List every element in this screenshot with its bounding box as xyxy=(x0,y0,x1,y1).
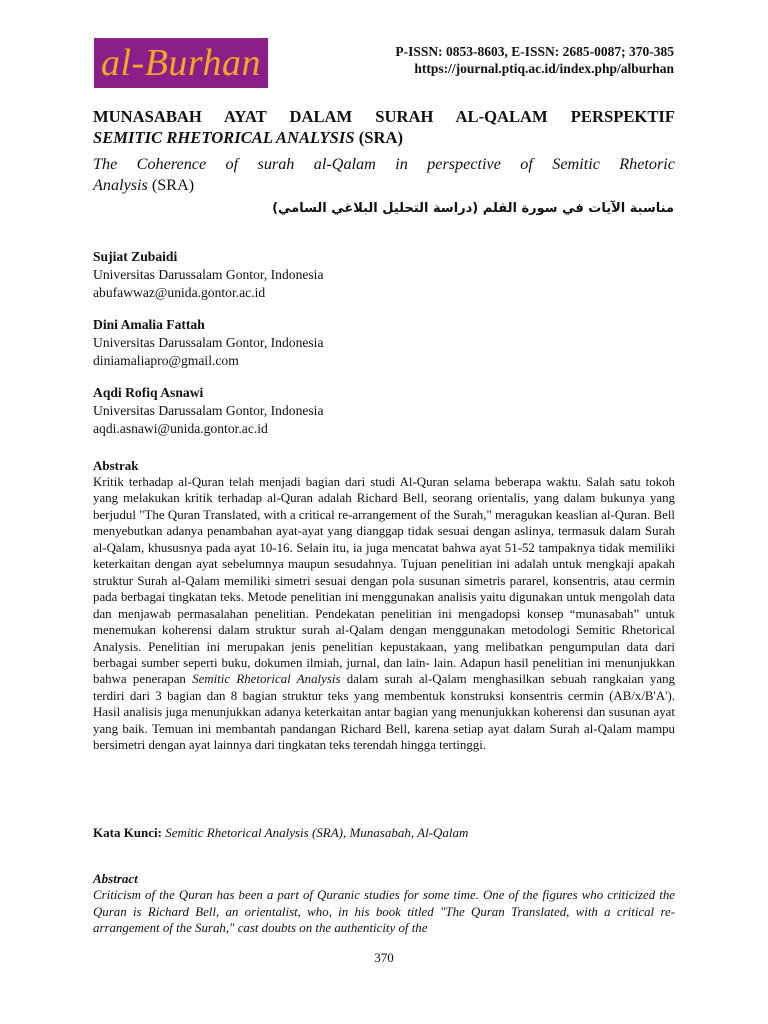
abstrak-part-2: dalam surah al-Qalam menghasilkan sebuah rangkaian yang terdiri dari 3 bagian dan 8 bagian struktur teks yang membentuk konstruksi konsentris cermin (AB/x/B'A'). Hasil analisis juga menunjukkan adanya keterkaitan antar bagian yang menunjukkan koherensi dan susunan ayat yang baik. Temuan ini membantah pandangan Richard Bell, karena setiap ayat dalam Surah al-Qalam mampu bersimetri dengan ayat lainnya dari tingkatan teks terendah hingga tertinggi. xyxy=(93,672,675,753)
keywords-value: Semitic Rhetorical Analysis (SRA), Munasabah, Al-Qalam xyxy=(161,825,469,840)
author-email[interactable]: abufawwaz@unida.gontor.ac.id xyxy=(93,285,266,300)
author-1 xyxy=(93,248,675,302)
issn-line: P-ISSN: 0853-8603, E-ISSN: 2685-0087; 370-385 xyxy=(395,44,674,59)
logo-text: al-Burhan xyxy=(100,42,262,84)
arabic-title: مناسبة الآيات في سورة القلم (دراسة التحليل البلاغي السامي) xyxy=(272,201,674,216)
title-line-2-italic: SEMITIC RHETORICAL ANALYSIS xyxy=(93,128,355,147)
author-name: Dini Amalia Fattah xyxy=(93,317,205,332)
paper-subtitle xyxy=(93,154,675,196)
abstrak-italic-term: Semitic Rhetorical Analysis xyxy=(192,672,341,687)
abstrak-part-1: Kritik terhadap al-Quran telah menjadi bagian dari studi Al-Quran selama beberapa waktu. Salah satu tokoh yang melakukan kritik terhadap al-Quran adalah Richard Bell, seorang orientalis, yang dalam bukunya yang berjudul "The Quran Translated, with a critical re-arrangement of the Surah," meragukan keaslian al-Quran. Bell menyebutkan adanya penambahan ayat-ayat yang dianggap tidak sesuai dengan aslinya, termasuk dalam Surah al-Qalam, khususnya pada ayat 10-16. Selain itu, ia juga mencatat bahwa ayat 51-52 tampaknya tidak memiliki keterkaitan dengan ayat sebelumnya maupun sesudahnya. Tujuan penelitian ini adalah untuk mengkaji apakah struktur Surah al-Qalam memiliki simetri sesuai dengan pola susunan simetris pararel, konsentris, atau cermin pada berbagai tingkatan teks. Metode penelitian ini menggunakan analisis yaitu digunakan untuk mengolah data dan menjawab permasalahan penelitian. Pendekatan penelitian ini mengadopsi konsep “munasabah” untuk menemukan koherensi dalam struktur surah al-Qalam dengan menggunakan metodologi Semitic Rhetorical Analysis. Penelitian ini merupakan jenis penelitian kepustakaan, yang melibatkan pengumpulan data dari berbagai sumber seperti buku, dokumen ilmiah, jurnal, dan lain- lain. Adapun hasil penelitian ini menunjukkan bahwa penerapan xyxy=(93,475,675,687)
abstract-heading: Abstract xyxy=(93,871,138,886)
title-line-1: MUNASABAH AYAT DALAM SURAH AL-QALAM PERSPEKTIF xyxy=(93,107,675,126)
paper-title xyxy=(93,106,675,148)
journal-url[interactable]: https://journal.ptiq.ac.id/index.php/alburhan xyxy=(414,61,674,76)
journal-info xyxy=(395,43,674,77)
author-affiliation: Universitas Darussalam Gontor, Indonesia xyxy=(93,335,324,350)
author-name: Aqdi Rofiq Asnawi xyxy=(93,385,204,400)
subtitle-line-2-italic: Analysis xyxy=(93,176,152,194)
author-affiliation: Universitas Darussalam Gontor, Indonesia xyxy=(93,403,324,418)
author-email[interactable]: aqdi.asnawi@unida.gontor.ac.id xyxy=(93,421,268,436)
abstract-en-section xyxy=(93,871,675,937)
abstract-body: Criticism of the Quran has been a part of Quranic studies for some time. One of the figures who criticized the Quran is Richard Bell, an orientalist, who, in his book titled "The Quran Translated, with a critical re-arrangement of the Surah," cast doubts on the authenticity of the xyxy=(93,888,675,935)
subtitle-line-2-suffix: (SRA) xyxy=(151,176,195,194)
keywords-label: Kata Kunci: xyxy=(93,825,162,840)
abstrak-body xyxy=(93,474,675,754)
journal-logo xyxy=(94,38,268,88)
author-3 xyxy=(93,384,675,438)
author-affiliation: Universitas Darussalam Gontor, Indonesia xyxy=(93,267,324,282)
subtitle-line-1: The Coherence of surah al-Qalam in perspective of Semitic Rhetoric xyxy=(93,155,675,173)
author-email[interactable]: diniamaliapro@gmail.com xyxy=(93,353,239,368)
keywords xyxy=(93,824,675,841)
abstrak-heading: Abstrak xyxy=(93,458,139,473)
author-name: Sujiat Zubaidi xyxy=(93,249,178,264)
page-number: 370 xyxy=(374,950,394,965)
abstrak-section xyxy=(93,458,675,754)
title-line-2-suffix: (SRA) xyxy=(354,128,403,147)
author-2 xyxy=(93,316,675,370)
